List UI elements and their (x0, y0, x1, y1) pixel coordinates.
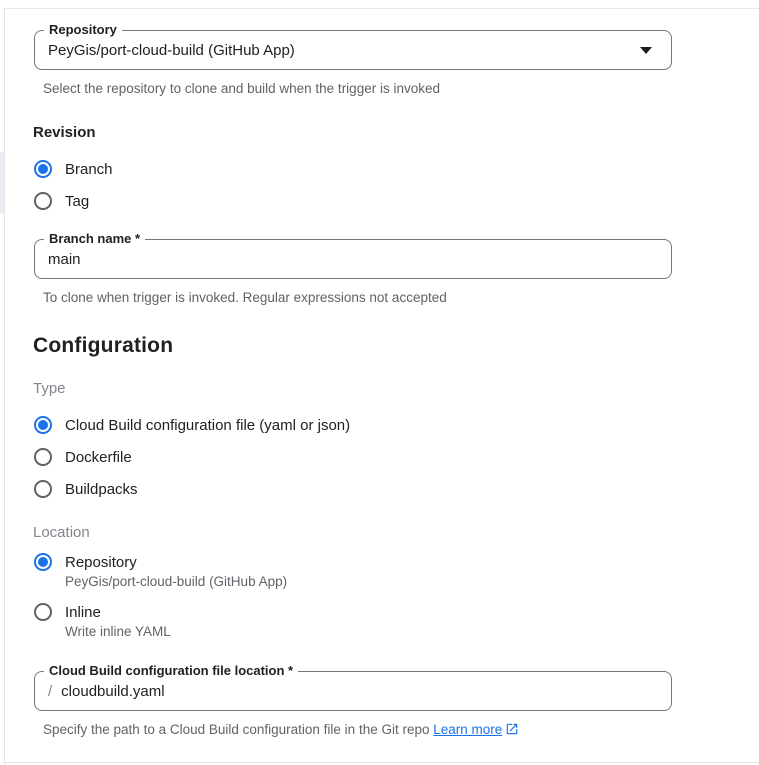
radio-label-buildpacks: Buildpacks (65, 480, 138, 498)
trigger-form (34, 0, 724, 741)
radio-option-dockerfile[interactable] (34, 448, 724, 466)
location-repository-sublabel: PeyGis/port-cloud-build (GitHub App) (65, 574, 288, 589)
learn-more-link[interactable]: Learn more (433, 722, 503, 737)
left-scroll-highlight (0, 152, 4, 214)
radio-label-branch: Branch (65, 160, 113, 178)
radio-label-location-repository: Repository (65, 553, 137, 571)
repository-select-value: PeyGis/port-cloud-build (GitHub App) (48, 41, 295, 59)
radio-label-location-inline: Inline (65, 603, 101, 621)
config-file-location-input[interactable] (52, 683, 671, 700)
radio-option-cloud-build-config[interactable] (34, 416, 724, 434)
radio-option-location-repository[interactable] (34, 553, 724, 571)
path-prefix: / (48, 682, 53, 700)
radio-label-dockerfile: Dockerfile (65, 448, 132, 466)
config-file-location-label: Cloud Build configuration file location * (44, 663, 298, 679)
radio-option-branch[interactable] (34, 160, 724, 178)
radio-option-tag[interactable] (34, 192, 724, 210)
config-file-location-field[interactable] (34, 663, 672, 711)
radio-label-tag: Tag (65, 192, 90, 210)
radio-icon-dockerfile[interactable] (34, 448, 52, 466)
bottom-divider (5, 762, 759, 763)
left-edge-line (4, 8, 5, 765)
radio-icon-branch[interactable] (34, 160, 52, 178)
branch-name-label: Branch name * (44, 231, 145, 247)
radio-icon-location-inline[interactable] (34, 603, 52, 621)
location-option-inline-block (34, 603, 724, 639)
branch-name-helper-text: To clone when trigger is invoked. Regular expressions not accepted (43, 290, 447, 305)
branch-name-field[interactable] (34, 231, 672, 279)
radio-option-location-inline[interactable] (34, 603, 724, 621)
type-group-label: Type (33, 380, 66, 397)
radio-icon-tag[interactable] (34, 192, 52, 210)
repository-select[interactable] (34, 22, 672, 70)
dropdown-arrow-icon[interactable] (640, 47, 652, 54)
external-link-icon[interactable] (505, 722, 519, 741)
location-inline-sublabel: Write inline YAML (65, 624, 171, 639)
radio-icon-buildpacks[interactable] (34, 480, 52, 498)
radio-icon-location-repository[interactable] (34, 553, 52, 571)
radio-option-buildpacks[interactable] (34, 480, 724, 498)
repository-select-label: Repository (44, 22, 122, 38)
configuration-heading: Configuration (33, 334, 174, 357)
config-file-helper-text (43, 721, 724, 741)
location-group-label: Location (33, 524, 90, 541)
revision-heading: Revision (33, 124, 96, 141)
branch-name-input[interactable] (35, 251, 671, 268)
location-option-repository-block (34, 553, 724, 589)
repository-helper-text: Select the repository to clone and build when the trigger is invoked (43, 81, 440, 96)
radio-label-cloud-build-config: Cloud Build configuration file (yaml or json) (65, 416, 351, 434)
config-file-helper-label: Specify the path to a Cloud Build configuration file in the Git repo (43, 722, 430, 737)
radio-icon-cloud-build-config[interactable] (34, 416, 52, 434)
